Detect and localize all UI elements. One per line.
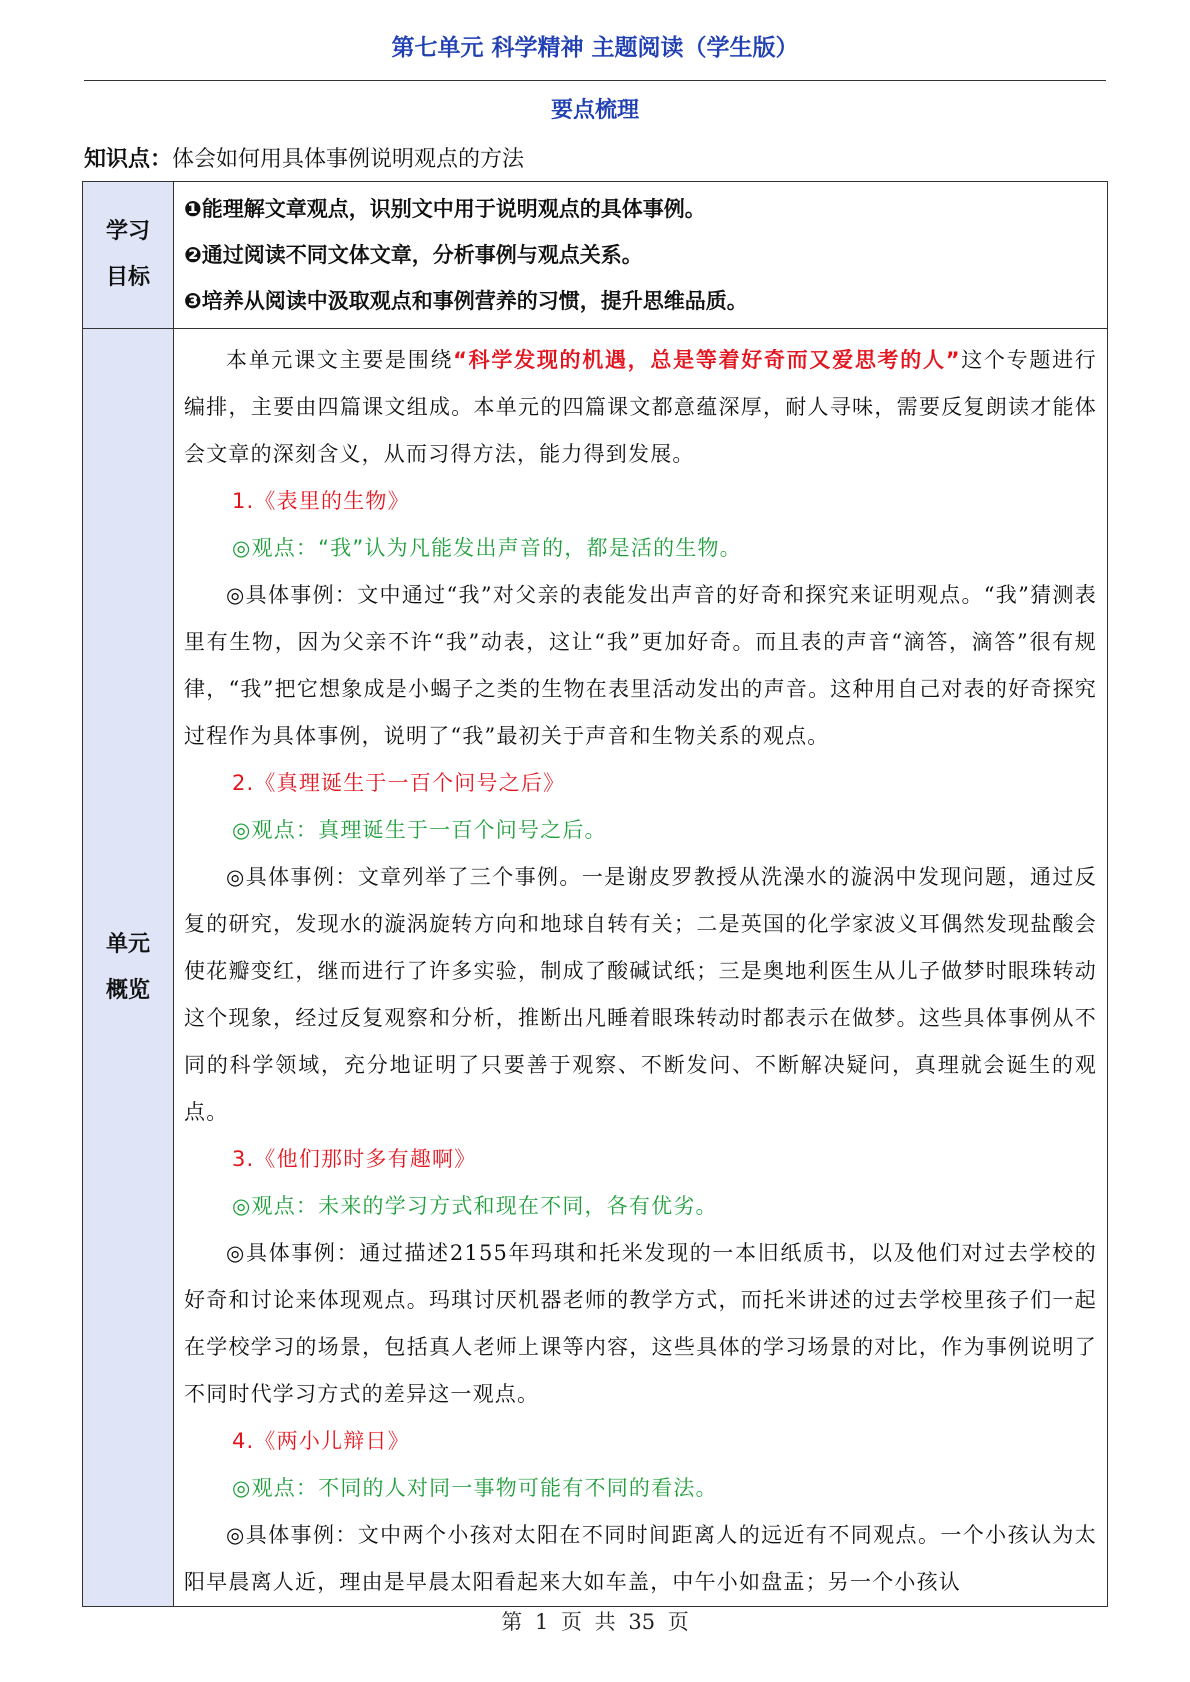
section-title: 要点梳理: [550, 98, 639, 123]
knowledge-text: 体会如何用具体事例说明观点的方法: [172, 147, 525, 172]
article-example: ◎具体事例：通过描述2155年玛琪和托米发现的一本旧纸质书，以及他们对过去学校的好奇和讨论来体现观点。玛琪讨厌机器老师的教学方式，而托米讲述的过去学校里孩子们一起在学校学习的场景，包括真人老师上课等内容，这些具体的学习场景的对比，作为事例说明了不同时代学习方式的差异这一观点。: [184, 1241, 1097, 1406]
goal-item: ❸培养从阅读中汲取观点和事例营养的习惯，提升思维品质。: [184, 289, 748, 313]
overview-label-line2: 概览: [105, 977, 150, 1003]
page-footer: 第 1 页 共 35 页: [501, 1610, 689, 1634]
article-example: ◎具体事例：文中通过“我”对父亲的表能发出声音的好奇和探究来证明观点。“我”猜测表里有生物，因为父亲不许“我”动表，这让“我”更加好奇。而且表的声音“滴答，滴答”很有规律，“我”把它想象成是小蝎子之类的生物在表里活动发出的声音。这种用自己对表的好奇探究过程作为具体事例，说明了“我”最初关于声音和生物关系的观点。: [184, 583, 1097, 748]
overview-label-cell: [83, 329, 174, 1607]
goals-label-line1: 学习: [105, 219, 150, 244]
intro-paragraph: [184, 337, 1097, 478]
intro-before: 本单元课文主要是围绕: [226, 348, 454, 372]
goal-item: ❷通过阅读不同文体文章，分析事例与观点关系。: [184, 243, 643, 267]
article-viewpoint: ◎观点：“我”认为凡能发出声音的，都是活的生物。: [232, 536, 742, 560]
article-viewpoint: ◎观点：未来的学习方式和现在不同，各有优劣。: [232, 1194, 718, 1218]
overview-content-cell: [174, 329, 1108, 1607]
goal-item: ❶能理解文章观点，识别文中用于说明观点的具体事例。: [184, 197, 706, 221]
goals-row: [83, 182, 1108, 329]
article-title: 1.《表里的生物》: [232, 489, 410, 513]
knowledge-label: 知识点：: [84, 147, 173, 172]
goals-content-cell: [174, 182, 1108, 329]
article-title: 2.《真理诞生于一百个问号之后》: [232, 771, 566, 795]
header-title: 第七单元 科学精神 主题阅读（学生版）: [391, 35, 799, 61]
overview-label-line1: 单元: [105, 931, 150, 957]
knowledge-point: [84, 142, 524, 173]
goals-label-cell: [83, 182, 174, 329]
article-title: 4.《两小儿辩日》: [232, 1429, 410, 1453]
document-header: [84, 30, 1106, 81]
overview-row: [83, 329, 1108, 1607]
content-table: [82, 181, 1108, 1607]
article-example: ◎具体事例：文章列举了三个事例。一是谢皮罗教授从洗澡水的漩涡中发现问题，通过反复的研究，发现水的漩涡旋转方向和地球自转有关；二是英国的化学家波义耳偶然发现盐酸会使花瓣变红，继而进行了许多实验，制成了酸碱试纸；三是奥地利医生从儿子做梦时眼珠转动这个现象，经过反复观察和分析，推断出凡睡着眼珠转动时都表示在做梦。这些具体事例从不同的科学领域，充分地证明了只要善于观察、不断发问、不断解决疑问，真理就会诞生的观点。: [184, 865, 1097, 1124]
intro-after: 这个专题进行编排，主要由四篇课文组成。本单元的四篇课文都意蕴深厚，耐人寻味，需要反复朗读才能体会文章的深刻含义，从而习得方法，能力得到发展。: [184, 348, 1097, 466]
goals-label-line2: 目标: [105, 265, 150, 290]
intro-quote: “科学发现的机遇，总是等着好奇而又爱思考的人”: [453, 348, 961, 372]
article-title: 3.《他们那时多有趣啊》: [232, 1147, 477, 1171]
article-viewpoint: ◎观点：真理诞生于一百个问号之后。: [232, 818, 607, 842]
article-viewpoint: ◎观点：不同的人对同一事物可能有不同的看法。: [232, 1476, 718, 1500]
article-example: ◎具体事例：文中两个小孩对太阳在不同时间距离人的远近有不同观点。一个小孩认为太阳早晨离人近，理由是早晨太阳看起来大如车盖，中午小如盘盂；另一个小孩认: [184, 1523, 1097, 1594]
